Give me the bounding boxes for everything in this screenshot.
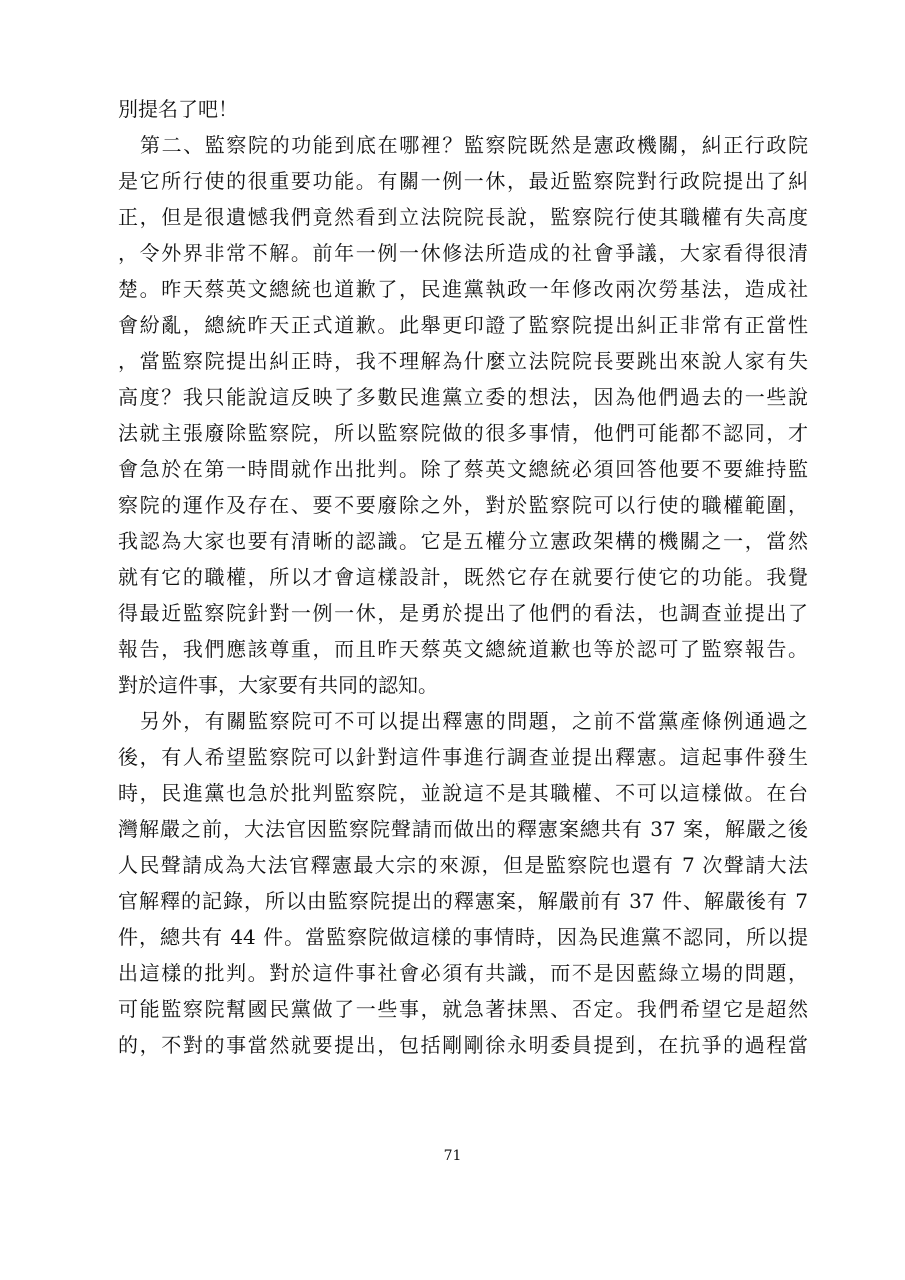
text-line: 的，不對的事當然就要提出，包括剛剛徐永明委員提到，在抗爭的過程當 [118, 1033, 808, 1057]
text-line: 灣解嚴之前，大法官因監察院聲請而做出的釋憲案總共有 37 案，解嚴之後 [118, 817, 808, 841]
text-line: 高度？我只能說這反映了多數民進黨立委的想法，因為他們過去的一些說 [118, 385, 808, 409]
text-line: 我認為大家也要有清晰的認識。它是五權分立憲政架構的機關之一，當然 [118, 529, 808, 553]
text-line: 時，民進黨也急於批判監察院，並說這不是其職權、不可以這樣做。在台 [118, 781, 808, 805]
page-number: 71 [443, 1148, 462, 1164]
text-line: 官解釋的記錄，所以由監察院提出的釋憲案，解嚴前有 37 件、解嚴後有 7 [118, 889, 808, 913]
text-line: 對於這件事，大家要有共同的認知。 [118, 673, 438, 697]
text-line: 楚。昨天蔡英文總統也道歉了，民進黨執政一年修改兩次勞基法，造成社 [118, 277, 808, 301]
text-line: ，當監察院提出糾正時，我不理解為什麼立法院院長要跳出來說人家有失 [118, 349, 808, 373]
text-line: ，令外界非常不解。前年一例一休修法所造成的社會爭議，大家看得很清 [118, 241, 808, 265]
text-line: 後，有人希望監察院可以針對這件事進行調查並提出釋憲。這起事件發生 [118, 745, 808, 769]
text-line: 件，總共有 44 件。當監察院做這樣的事情時，因為民進黨不認同，所以提 [118, 925, 808, 949]
text-line: 會急於在第一時間就作出批判。除了蔡英文總統必須回答他要不要維持監 [118, 457, 808, 481]
text-line: 得最近監察院針對一例一休，是勇於提出了他們的看法，也調查並提出了 [118, 601, 808, 625]
paragraph-first-line: 第二、監察院的功能到底在哪裡？監察院既然是憲政機關，糾正行政院 [140, 133, 808, 157]
text-line: 就有它的職權，所以才會這樣設計，既然它存在就要行使它的功能。我覺 [118, 565, 808, 589]
text-line: 察院的運作及存在、要不要廢除之外，對於監察院可以行使的職權範圍， [118, 493, 808, 517]
text-line: 出這樣的批判。對於這件事社會必須有共識，而不是因藍綠立場的問題， [118, 961, 808, 985]
text-line: 正，但是很遺憾我們竟然看到立法院院長說，監察院行使其職權有失高度 [118, 205, 808, 229]
text-line: 是它所行使的很重要功能。有關一例一休，最近監察院對行政院提出了糾 [118, 169, 808, 193]
text-line: 法就主張廢除監察院，所以監察院做的很多事情，他們可能都不認同，才 [118, 421, 808, 445]
text-line: 別提名了吧！ [118, 97, 238, 121]
text-line: 報告，我們應該尊重，而且昨天蔡英文總統道歉也等於認可了監察報告。 [118, 637, 808, 661]
paragraph-first-line: 另外，有關監察院可不可以提出釋憲的問題，之前不當黨產條例通過之 [140, 709, 808, 733]
text-line: 人民聲請成為大法官釋憲最大宗的來源，但是監察院也還有 7 次聲請大法 [118, 853, 808, 877]
text-line: 可能監察院幫國民黨做了一些事，就急著抹黑、否定。我們希望它是超然 [118, 997, 808, 1021]
text-line: 會紛亂，總統昨天正式道歉。此舉更印證了監察院提出糾正非常有正當性 [118, 313, 808, 337]
